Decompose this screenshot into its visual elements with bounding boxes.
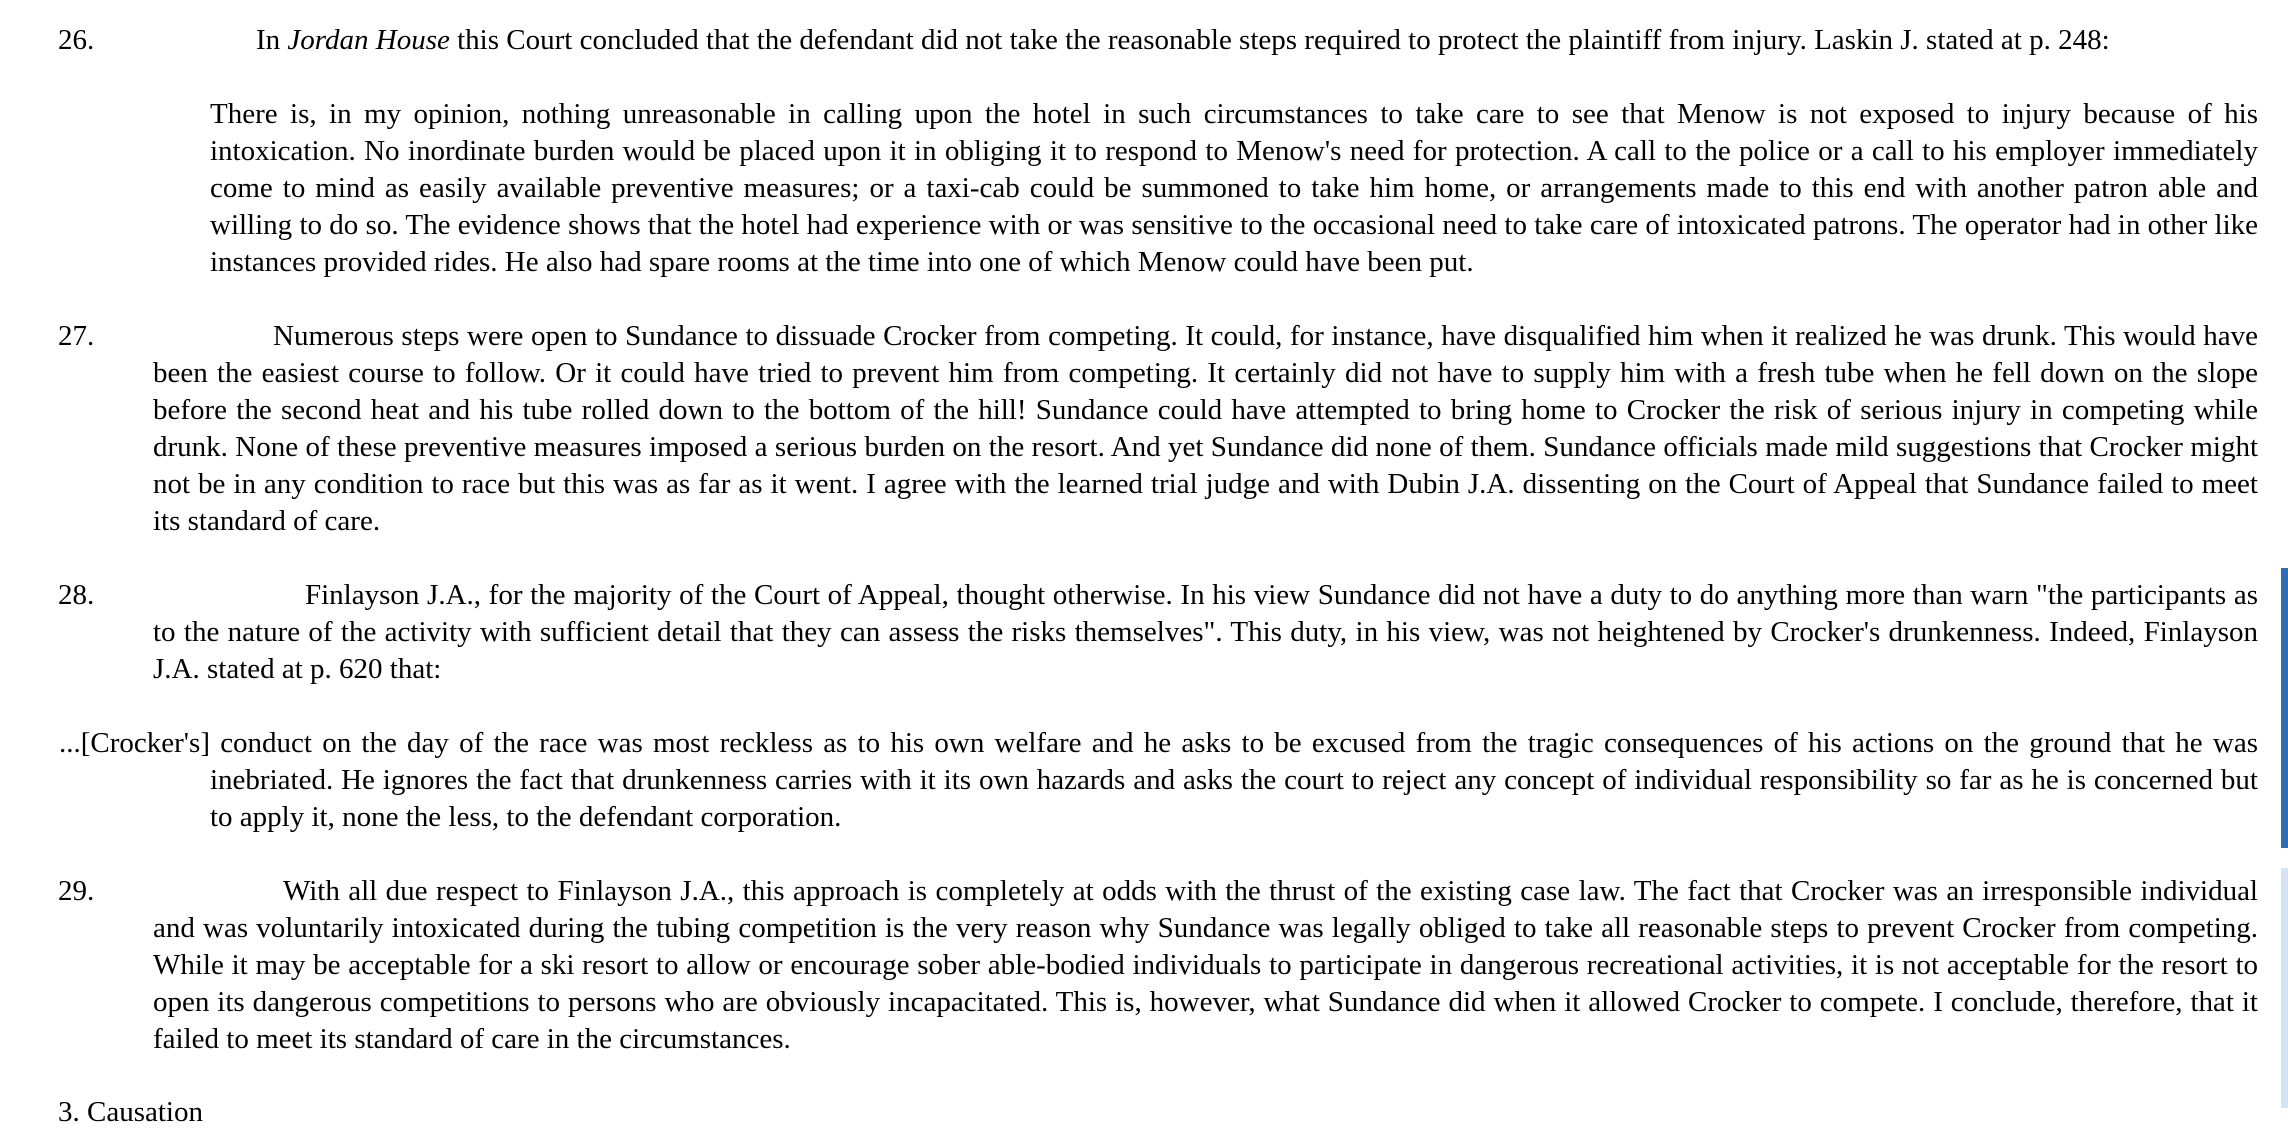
paragraph-26-lead-after: this Court concluded that the defendant did not take the reasonable steps required to protect the plaintiff from injury. Laskin J. stated at p. 248: — [449, 24, 2110, 56]
paragraph-28-block-quote: ...[Crocker's] conduct on the day of the race was most reckless as to his own welfare and he asks to be excused from the tragic consequences of his actions on the ground that he was inebriated. He ignores the fact that drunkenness carries with it its own hazards and asks the court to reject any concept of individual responsibility so far as he is concerned but to apply it, none the less, to the defendant corporation. — [59, 727, 2258, 833]
paragraph-number-27: 27. — [58, 320, 95, 352]
paragraph-27-text: Numerous steps were open to Sundance to dissuade Crocker from competing. It could, for instance, have disqualified him when it realized he was drunk. This would have been the easiest course to follow. Or it could have tried to prevent him from competing. It certainly did not have to supply him with a fresh tube when he fell down on the slope before the second heat and his tube rolled down to the bottom of the hill! Sundance could have attempted to bring home to Crocker the risk of serious injury in competing while drunk. None of these preventive measures imposed a serious burden on the resort. And yet Sundance did none of them. Sundance officials made mild suggestions that Crocker might not be in any condition to race but this was as far as it went. I agree with the learned trial judge and with Dubin J.A. dissenting on the Court of Appeal that Sundance failed to meet its standard of care. — [153, 320, 2258, 537]
scroll-position-marker[interactable] — [2281, 568, 2288, 848]
section-heading-causation: 3. Causation — [58, 1096, 203, 1128]
paragraph-26-lead-before: In — [256, 24, 288, 56]
paragraph-number-26: 26. — [58, 24, 95, 56]
paragraph-29-text: With all due respect to Finlayson J.A., this approach is completely at odds with the thrust of the existing case law. The fact that Crocker was an irresponsible individual and was voluntarily intoxicated during the tubing competition is the very reason why Sundance was legally obliged to take all reasonable steps to prevent Crocker from competing. While it may be acceptable for a ski resort to allow or encourage sober able-bodied individuals to participate in dangerous recreational activities, it is not acceptable for the resort to open its dangerous competitions to persons who are obviously incapacitated. This is, however, what Sundance did when it allowed Crocker to compete. I conclude, therefore, that it failed to meet its standard of care in the circumstances. — [153, 875, 2258, 1055]
paragraph-26-lead — [256, 22, 2266, 59]
paragraph-26-block-quote: There is, in my opinion, nothing unreasonable in calling upon the hotel in such circumstances to take care to see that Menow is not exposed to injury because of his intoxication. No inordinate burden would be placed upon it in obliging it to respond to Menow's need for protection. A call to the police or a call to his employer immediately come to mind as easily available preventive measures; or a taxi-cab could be summoned to take him home, or arrangements made to this end with another patron able and willing to do so. The evidence shows that the hotel had experience with or was sensitive to the occasional need to take care of intoxicated patrons. The operator had in other like instances provided rides. He also had spare rooms at the time into one of which Menow could have been put. — [210, 98, 2258, 278]
case-name-jordan-house: Jordan House — [287, 24, 450, 56]
paragraph-number-28: 28. — [58, 579, 95, 611]
scroll-highlight-marker — [2281, 868, 2288, 1108]
paragraph-number-29: 29. — [58, 875, 95, 907]
paragraph-28-text: Finlayson J.A., for the majority of the Court of Appeal, thought otherwise. In his view Sundance did not have a duty to do anything more than warn "the participants as to the nature of the activity with sufficient detail that they can assess the risks themselves". This duty, in his view, was not heightened by Crocker's drunkenness. Indeed, Finlayson J.A. stated at p. 620 that: — [153, 579, 2258, 685]
